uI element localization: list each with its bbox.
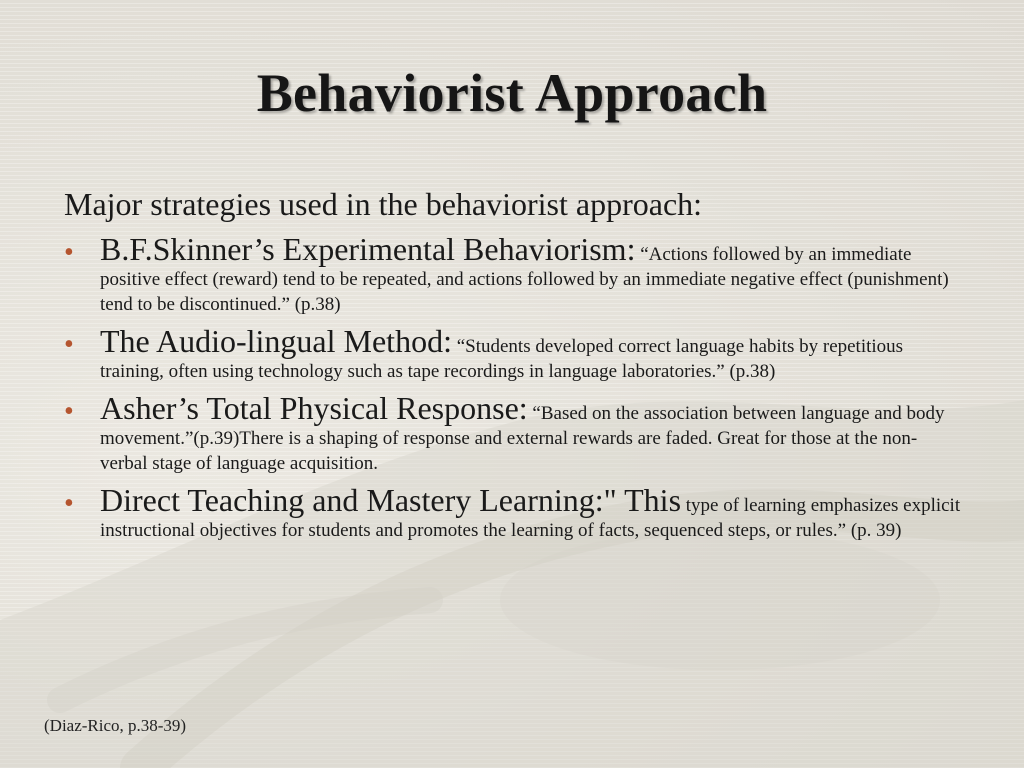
bullet-icon: • (64, 237, 74, 268)
bullet-icon: • (64, 488, 74, 519)
list-item (64, 231, 964, 317)
bullet-text: “Based on the association between language and body movement.”(p.39)There is a shaping of response and external rewards are faded. Great for those at the non-verbal stage of language acquisition. (100, 403, 945, 474)
slide-body (64, 183, 964, 549)
bullet-heading: B.F.Skinner’s Experimental Behaviorism: (100, 231, 636, 267)
bullet-text: “Students developed correct language habits by repetitious training, often using technology such as tape recordings in language laboratories.” (p.38) (100, 336, 904, 382)
list-item (64, 482, 964, 543)
bullet-heading: The Audio-lingual Method: (100, 323, 452, 359)
list-item (64, 390, 964, 476)
list-item (64, 323, 964, 384)
intro-text: Major strategies used in the behaviorist approach: (64, 186, 703, 222)
bullet-heading: Asher’s Total Physical Response: (100, 390, 528, 426)
bullet-text: “Actions followed by an immediate positive effect (reward) tend to be repeated, and actions followed by an immediate negative effect (punishment) tend to be discontinued.” (p.38) (100, 244, 949, 315)
source-citation: (Diaz-Rico, p.38-39) (44, 716, 187, 735)
bullet-heading: Direct Teaching and Mastery Learning:" This (100, 482, 682, 518)
bullet-icon: • (64, 329, 74, 360)
bullet-icon: • (64, 396, 74, 427)
slide-title: Behaviorist Approach (256, 63, 768, 123)
bullet-list (64, 231, 964, 543)
bullet-text: type of learning emphasizes explicit instructional objectives for students and promotes the learning of facts, sequenced steps, or rules.” (p. 39) (100, 495, 961, 541)
